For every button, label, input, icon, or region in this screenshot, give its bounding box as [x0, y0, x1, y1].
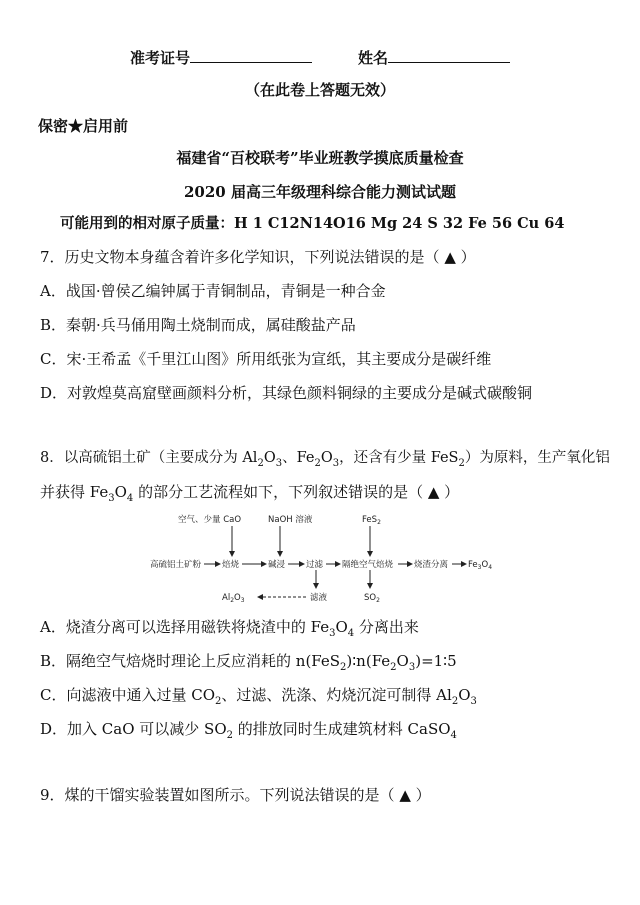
q7-option-b: B．秦朝·兵马俑用陶土烧制而成，属硅酸盐产品 [40, 316, 356, 334]
q8-stem-line2: 并获得 $Fe_3O_4$ 的部分工艺流程如下，下列叙述错误的是（ ▲ ） [40, 483, 460, 504]
flow-filter: 过滤 [306, 560, 324, 570]
name-blank [388, 48, 510, 63]
flow-alkali-leach: 碱浸 [268, 560, 286, 570]
exam-ticket-field [130, 48, 312, 68]
flow-filtrate: 滤液 [310, 593, 328, 603]
q8-option-a: A．烧渣分离可以选择用磁铁将烧渣中的 $Fe_3O_4$ 分离出来 [40, 618, 419, 639]
q8-option-b: B．隔绝空气焙烧时理论上反应消耗的 $n(FeS_2)∶n(Fe_2O_3)=1∶5$ [40, 652, 457, 673]
q7-option-a: A．战国·曾侯乙编钟属于青铜制品，青铜是一种合金 [40, 282, 386, 300]
flow-input-fes2: FeS$_2$ [362, 515, 381, 526]
flow-ore: 高硫铝土矿粉 [150, 560, 202, 570]
invalid-note: （在此卷上答题无效） [244, 81, 395, 99]
exam-title-line1: 福建省“百校联考”毕业班教学摸底质量检查 [176, 149, 464, 167]
atomic-masses: 可能用到的相对原子质量：H 1 C12N14O16 Mg 24 S 32 Fe 56 Cu 64 [60, 215, 565, 232]
q9-stem: 9．煤的干馏实验装置如图所示。下列说法错误的是（ ▲ ） [40, 786, 431, 804]
flow-so2: $SO_2$ [364, 593, 380, 604]
flow-slag-separation: 烧渣分离 [414, 560, 449, 570]
q7-option-d: D．对敦煌莫高窟壁画颜料分析，其绿色颜料铜绿的主要成分是碱式碳酸铜 [40, 384, 533, 402]
name-field [358, 48, 510, 68]
name-label: 姓名 [358, 49, 389, 67]
ticket-label: 准考证号 [130, 49, 191, 67]
q8-stem-line1: 8．以高硫铝土矿（主要成分为 $Al_2O_3$、$Fe_2O_3$，还含有少量 FeS$_2$）为原料，生产氧化铝 [40, 450, 610, 469]
process-flow-diagram [140, 512, 500, 612]
q8-option-c: C．向滤液中通入过量 $CO_2$、过滤、洗涤、灼烧沉淀可制得 $Al_2O_3$ [40, 686, 477, 707]
q7-stem: 7．历史文物本身蕴含着许多化学知识，下列说法错误的是（ ▲ ） [40, 248, 476, 266]
flow-isolated-roast: 隔绝空气焙烧 [342, 560, 394, 570]
flow-input-air: 空气、少量 CaO [178, 515, 242, 525]
exam-title-line2: 2020 届高三年级理科综合能力测试试题 [184, 183, 456, 201]
flow-input-naoh: NaOH 溶液 [268, 515, 313, 525]
flow-roast: 焙烧 [222, 560, 240, 570]
ticket-blank [190, 48, 312, 63]
secret-mark: 保密★启用前 [38, 117, 129, 135]
q7-option-c: C．宋·王希孟《千里江山图》所用纸张为宣纸，其主要成分是碳纤维 [40, 350, 492, 368]
flow-al2o3: $Al_2O_3$ [222, 593, 245, 604]
q8-option-d: D．加入 CaO 可以减少 $SO_2$ 的排放同时生成建筑材料 CaSO$_4$ [40, 720, 457, 741]
flow-product-fe3o4: $Fe_3O_4$ [468, 560, 493, 571]
